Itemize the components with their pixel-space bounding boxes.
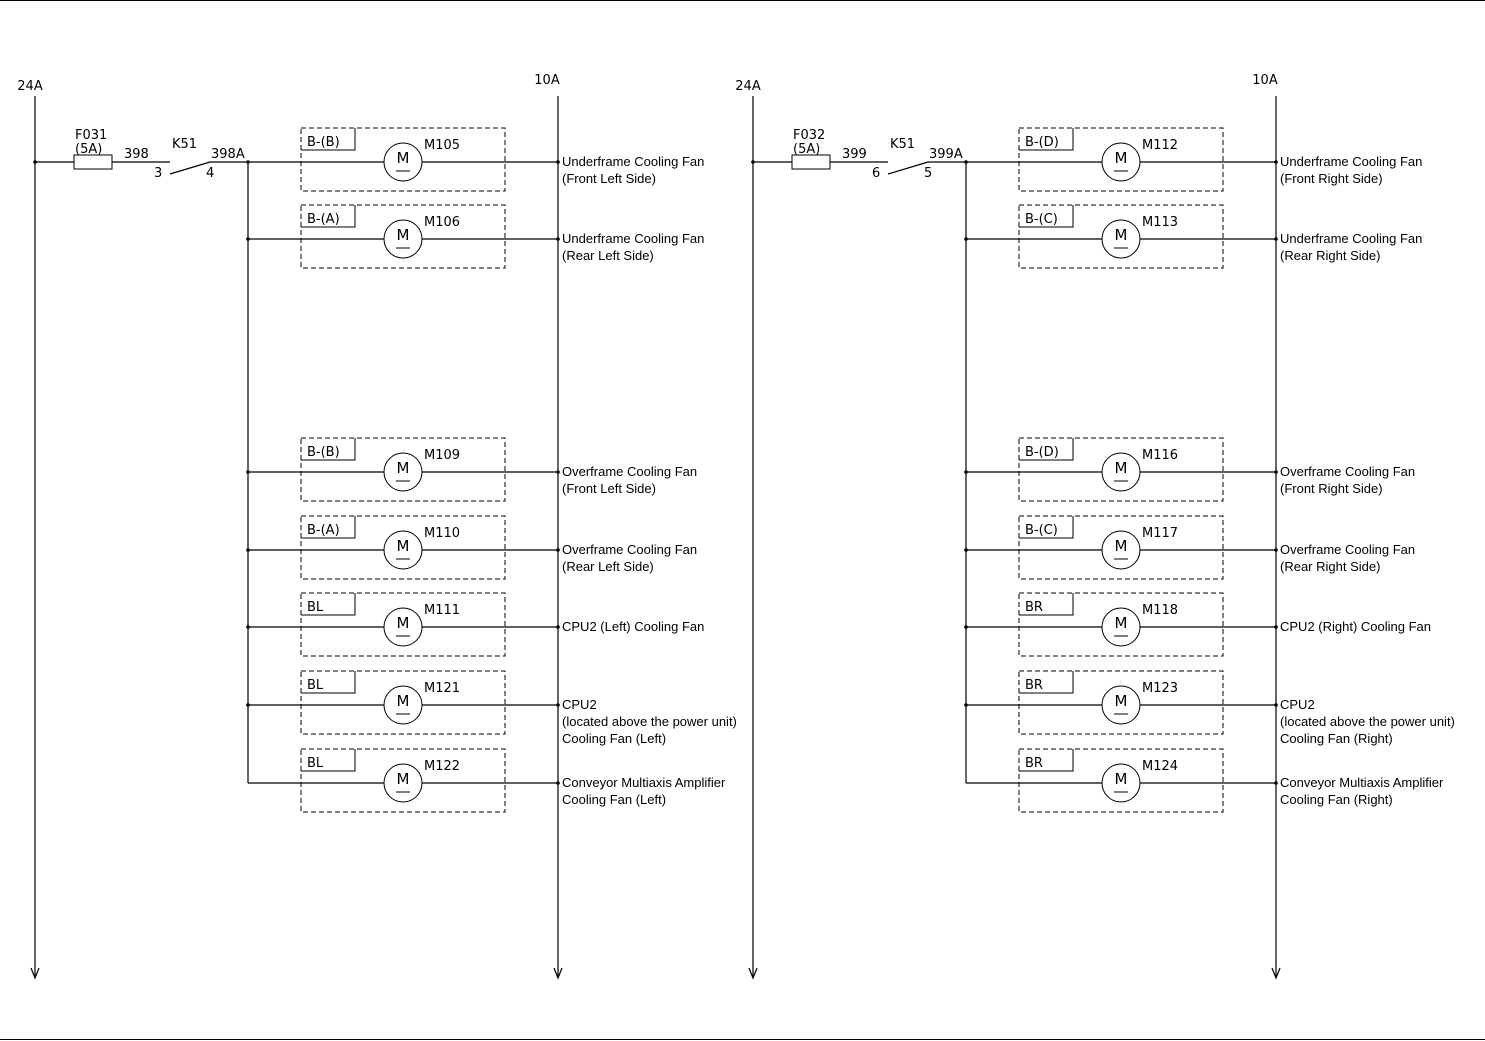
location-tag: B-(D) <box>1025 135 1059 150</box>
rung-description: Cooling Fan (Right) <box>1280 731 1393 746</box>
relay-name: K51 <box>172 137 198 152</box>
motor-letter: M <box>1114 226 1128 244</box>
rung-description: (Rear Left Side) <box>562 559 654 574</box>
motor-letter: M <box>396 537 410 555</box>
rung-description: CPU2 (Left) Cooling Fan <box>562 619 705 634</box>
rung-description: Conveyor Multiaxis Amplifier <box>562 775 726 790</box>
rung-description: (Front Right Side) <box>1280 171 1383 186</box>
junction-dot <box>556 625 560 629</box>
circuit-1 <box>17 73 737 978</box>
location-tag: BL <box>307 678 324 693</box>
motor-letter: M <box>396 226 410 244</box>
rung-description: Overframe Cooling Fan <box>562 542 698 557</box>
motor-id: M116 <box>1142 448 1179 463</box>
circuits-layer <box>17 73 1455 978</box>
rung-m122 <box>248 749 726 812</box>
rung-description: Cooling Fan (Left) <box>562 792 667 807</box>
motor-id: M113 <box>1142 215 1179 230</box>
location-tag: B-(A) <box>307 523 340 538</box>
motor-letter: M <box>396 149 410 167</box>
rung-m110 <box>246 516 697 579</box>
rung-m116 <box>964 438 1415 501</box>
junction-dot <box>556 703 560 707</box>
motor-id: M121 <box>424 681 461 696</box>
rung-description: Cooling Fan (Left) <box>562 731 667 746</box>
rung-description: Overframe Cooling Fan <box>1280 464 1416 479</box>
rung-m123 <box>964 671 1455 746</box>
motor-id: M124 <box>1142 759 1179 774</box>
location-tag: B-(C) <box>1025 523 1058 538</box>
fuse-symbol <box>792 155 830 169</box>
junction-dot <box>1274 625 1278 629</box>
rung-description: (Rear Left Side) <box>562 248 654 263</box>
junction-dot <box>556 781 560 785</box>
rung-m106 <box>246 205 704 268</box>
location-tag: BR <box>1025 600 1043 615</box>
relay-pin-in: 6 <box>872 166 881 181</box>
location-tag: B-(A) <box>307 212 340 227</box>
motor-letter: M <box>1114 459 1128 477</box>
junction-dot <box>1274 237 1278 241</box>
junction-dot <box>1274 470 1278 474</box>
rung-description: Conveyor Multiaxis Amplifier <box>1280 775 1444 790</box>
supply-rail-label: 24A <box>735 79 761 94</box>
location-tag: B-(B) <box>307 445 340 460</box>
return-rail-label: 10A <box>1252 73 1278 88</box>
location-tag: B-(D) <box>1025 445 1059 460</box>
motor-letter: M <box>1114 149 1128 167</box>
location-tag: BL <box>307 600 324 615</box>
supply-rail-label: 24A <box>17 79 43 94</box>
rung-description: (Front Left Side) <box>562 171 656 186</box>
location-tag: B-(B) <box>307 135 340 150</box>
rung-m111 <box>246 593 704 656</box>
junction-dot <box>1274 781 1278 785</box>
motor-letter: M <box>396 770 410 788</box>
rung-m113 <box>964 205 1422 268</box>
rung-description: Overframe Cooling Fan <box>562 464 698 479</box>
motor-id: M117 <box>1142 526 1179 541</box>
relay-name: K51 <box>890 137 916 152</box>
fuse-symbol <box>74 155 112 169</box>
junction-dot <box>1274 160 1278 164</box>
rung-description: CPU2 <box>1280 697 1315 712</box>
location-tag: BL <box>307 756 324 771</box>
motor-id: M106 <box>424 215 461 230</box>
junction-dot <box>556 160 560 164</box>
rung-description: (located above the power unit) <box>1280 714 1455 729</box>
fuse-rating: (5A) <box>793 142 821 157</box>
motor-letter: M <box>1114 692 1128 710</box>
rung-description: (located above the power unit) <box>562 714 737 729</box>
junction-dot <box>556 237 560 241</box>
rung-m105 <box>246 128 704 191</box>
wire-number-out: 399A <box>929 147 963 162</box>
relay-contact <box>888 162 928 174</box>
fuse-name: F032 <box>793 128 826 143</box>
rung-description: Underframe Cooling Fan <box>1280 154 1423 169</box>
relay-pin-out: 4 <box>206 166 215 181</box>
rung-description: (Front Right Side) <box>1280 481 1383 496</box>
rung-m112 <box>964 128 1422 191</box>
motor-letter: M <box>1114 614 1128 632</box>
motor-letter: M <box>396 692 410 710</box>
fuse-rating: (5A) <box>75 142 103 157</box>
rung-m117 <box>964 516 1415 579</box>
rung-description: (Front Left Side) <box>562 481 656 496</box>
junction-dot <box>556 470 560 474</box>
motor-id: M118 <box>1142 603 1179 618</box>
motor-letter: M <box>396 614 410 632</box>
motor-id: M110 <box>424 526 461 541</box>
rung-description: (Rear Right Side) <box>1280 559 1381 574</box>
wire-number-in: 399 <box>842 147 867 162</box>
wire-number-in: 398 <box>124 147 149 162</box>
motor-id: M122 <box>424 759 461 774</box>
rung-m121 <box>246 671 737 746</box>
motor-letter: M <box>1114 770 1128 788</box>
motor-letter: M <box>396 459 410 477</box>
junction-dot <box>1274 548 1278 552</box>
rung-m109 <box>246 438 697 501</box>
rung-description: Underframe Cooling Fan <box>562 154 705 169</box>
rung-description: (Rear Right Side) <box>1280 248 1381 263</box>
location-tag: BR <box>1025 678 1043 693</box>
rung-description: CPU2 (Right) Cooling Fan <box>1280 619 1432 634</box>
relay-pin-out: 5 <box>924 166 933 181</box>
rung-description: CPU2 <box>562 697 597 712</box>
motor-id: M105 <box>424 138 461 153</box>
motor-id: M111 <box>424 603 461 618</box>
motor-letter: M <box>1114 537 1128 555</box>
relay-contact <box>170 162 210 174</box>
rung-m118 <box>964 593 1431 656</box>
motor-id: M109 <box>424 448 461 463</box>
location-tag: B-(C) <box>1025 212 1058 227</box>
wire-number-out: 398A <box>211 147 245 162</box>
rung-description: Cooling Fan (Right) <box>1280 792 1393 807</box>
relay-pin-in: 3 <box>154 166 163 181</box>
motor-id: M123 <box>1142 681 1179 696</box>
rung-description: Underframe Cooling Fan <box>562 231 705 246</box>
junction-dot <box>556 548 560 552</box>
fuse-name: F031 <box>75 128 108 143</box>
junction-dot <box>1274 703 1278 707</box>
circuit-2 <box>735 73 1455 978</box>
rung-description: Overframe Cooling Fan <box>1280 542 1416 557</box>
motor-id: M112 <box>1142 138 1179 153</box>
location-tag: BR <box>1025 756 1043 771</box>
rung-m124 <box>966 749 1444 812</box>
return-rail-label: 10A <box>534 73 560 88</box>
rung-description: Underframe Cooling Fan <box>1280 231 1423 246</box>
